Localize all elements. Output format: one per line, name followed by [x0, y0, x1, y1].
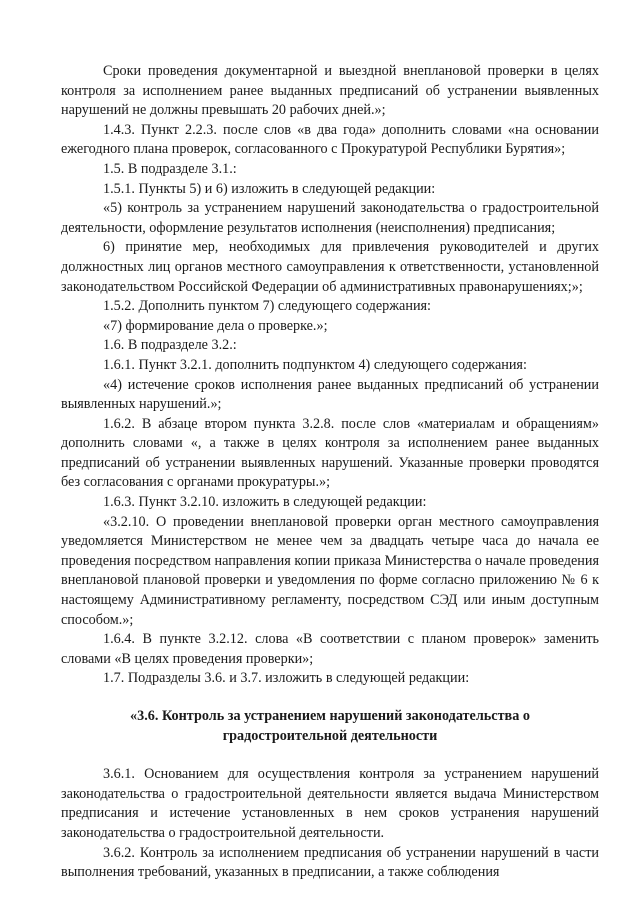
paragraph: «3.2.10. О проведении внеплановой проверки орган местного самоуправления уведомляется Министерством не менее чем за двадцать четыре часа до начала ее проведения посредством направления копии приказа Министерства о начале проведения внеплановой плановой проверки и уведомления по форме согласно приложению № 6 к настоящему Административному регламенту, посредством СЭД или иным доступным способом.»; — [61, 513, 599, 628]
paragraph: Сроки проведения документарной и выездной внеплановой проверки в целях контроля за исполнением ранее выданных предписаний об устранении выявленных нарушений не должны превышать 20 рабочих дней.»; — [61, 63, 599, 119]
paragraph: 1.4.3. Пункт 2.2.3. после слов «в два года» дополнить словами «на основании ежегодного плана проверок, согласованного с Прокуратурой Республики Бурятия»; — [61, 121, 599, 158]
paragraph: 1.5. В подразделе 3.1.: — [103, 160, 237, 177]
paragraph: 3.6.2. Контроль за исполнением предписания об устранении нарушений в части выполнения требований, указанных в предписании, а также соблюдения — [61, 844, 599, 881]
paragraph: 1.6.4. В пункте 3.2.12. слова «В соответствии с планом проверок» заменить словами «В целях проведения проверки»; — [61, 631, 599, 667]
paragraph: 3.6.1. Основанием для осуществления контроля за устранением нарушений законодательства о градостроительной деятельности является выдача Министерством предписания и истечение установленных в нем сроков устранения нарушений законодательства о градостроительной деятельности. — [61, 766, 599, 841]
body-text-after — [61, 765, 599, 883]
document-page — [61, 62, 599, 883]
paragraph: «4) истечение сроков исполнения ранее выданных предписаний об устранении выявленных нарушений.»; — [61, 376, 599, 413]
section-heading: «3.6. Контроль за устранением нарушений законодательства о градостроительной деятельности — [130, 708, 530, 744]
paragraph: 1.5.2. Дополнить пунктом 7) следующего содержания: — [103, 298, 432, 315]
paragraph: 1.6. В подразделе 3.2.: — [103, 337, 237, 354]
paragraph: «5) контроль за устранением нарушений законодательства о градостроительной деятельности, оформление результатов исполнения (неисполнения) предписания; — [61, 200, 599, 236]
paragraph: «7) формирование дела о проверке.»; — [103, 317, 328, 334]
paragraph: 1.6.3. Пункт 3.2.10. изложить в следующей редакции: — [103, 494, 427, 511]
paragraph: 1.6.1. Пункт 3.2.1. дополнить подпунктом 4) следующего содержания: — [103, 356, 527, 373]
paragraph: 6) принятие мер, необходимых для привлечения руководителей и других должностных лиц органов местного самоуправления к ответственности, установленной законодательством Российской Федерации об административных правонарушениях;»; — [61, 239, 599, 295]
paragraph: 1.6.2. В абзаце втором пункта 3.2.8. после слов «материалам и обращениям» дополнить словами «, а также в целях контроля за исполнением ранее выданных предписаний об устранении выявленных нарушений. Указанные проверки проводятся без согласования с органами прокуратуры.»; — [61, 415, 599, 491]
paragraph: 1.7. Подразделы 3.6. и 3.7. изложить в следующей редакции: — [103, 670, 470, 687]
paragraph: 1.5.1. Пункты 5) и 6) изложить в следующей редакции: — [103, 180, 436, 197]
body-text-before — [61, 62, 599, 689]
